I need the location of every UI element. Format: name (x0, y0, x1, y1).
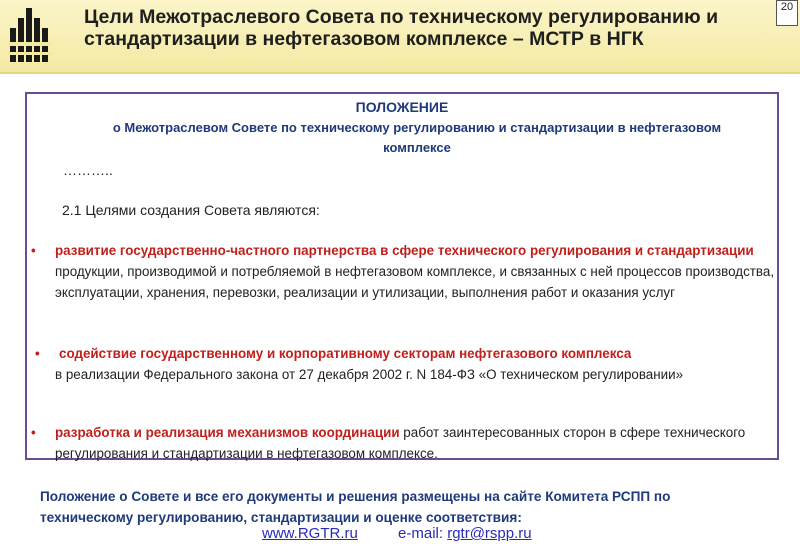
footer-links (262, 525, 532, 542)
goal-item-2 (35, 343, 779, 385)
header-banner (0, 0, 800, 72)
email-label: e-mail: (398, 525, 448, 542)
goals-intro: 2.1 Целями создания Совета являются: (62, 202, 320, 218)
document-excerpt-box (25, 92, 779, 460)
company-logo-icon (8, 6, 52, 64)
bullet-icon: • (31, 425, 36, 440)
goal-text: работ заинтересованных сторон в сфере технического регулирования и стандартизации в нефтегазовом комплексе. (55, 425, 746, 461)
omission-ellipsis: ……….. (63, 162, 113, 178)
goal-highlight: содействие государственному и корпоративному секторам нефтегазового комплекса (59, 346, 632, 361)
goal-highlight: развитие государственно-частного партнерства в сфере технического регулирования и стандартизации (55, 243, 754, 258)
goal-text: в реализации Федерального закона от 27 декабря 2002 г. N 184-ФЗ «О техническом регулировании» (55, 367, 684, 382)
slide-title: Цели Межотраслевого Совета по техническому регулированию и стандартизации в нефтегазовом комплексе – МСТР в НГК (84, 6, 719, 50)
email-link[interactable]: rgtr@rspp.ru (447, 525, 532, 542)
bullet-icon: • (35, 346, 40, 361)
website-link[interactable]: www.RGTR.ru (262, 525, 358, 542)
goal-item-3 (31, 422, 779, 464)
page-number: 20 (776, 0, 798, 26)
footer-note: Положение о Совете и все его документы и решения размещены на сайте Комитета РСПП по техническому регулированию, стандартизации и оценке соответствия: (40, 489, 671, 525)
document-subtitle: о Межотраслевом Совете по техническому регулированию и стандартизации в нефтегазовом комплексе (112, 120, 722, 155)
goal-text: продукции, производимой и потребляемой в нефтегазовом комплексе, и связанных с ней процессов производства, эксплуатации, хранения, перевозки, реализации и утилизации, выполнения работ и оказания услуг (55, 264, 775, 300)
goal-highlight: разработка и реализация механизмов координации (55, 425, 400, 440)
document-heading: ПОЛОЖЕНИЕ (355, 99, 449, 115)
goal-item-1 (31, 240, 779, 303)
header-divider (0, 72, 800, 74)
bullet-icon: • (31, 243, 36, 258)
